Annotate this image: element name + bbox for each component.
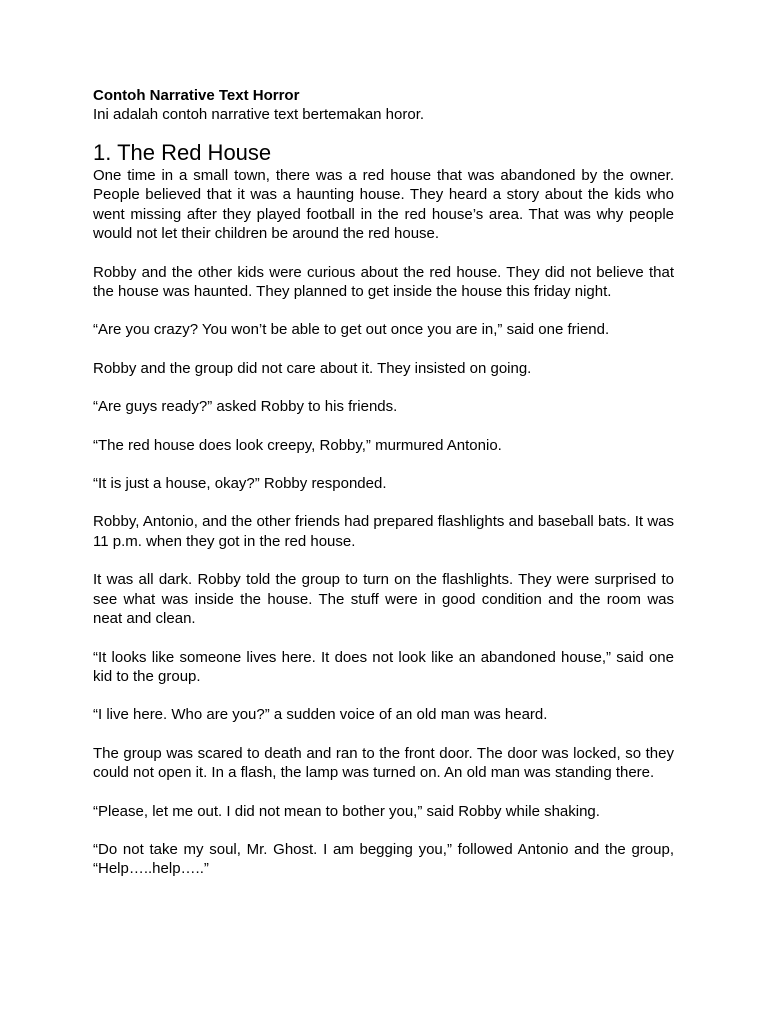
document-page bbox=[93, 86, 674, 898]
story-body bbox=[93, 166, 674, 879]
story-paragraph: “The red house does look creepy, Robby,” murmured Antonio. bbox=[93, 436, 502, 454]
story-paragraph: Robby, Antonio, and the other friends had prepared flashlights and baseball bats. It was 11 p.m. when they got in the red house. bbox=[93, 513, 674, 550]
story-paragraph: It was all dark. Robby told the group to turn on the flashlights. They were surprised to see what was inside the house. The stuff were in good condition and the room was neat and clean. bbox=[93, 571, 674, 628]
story-paragraph: “I live here. Who are you?” a sudden voice of an old man was heard. bbox=[93, 706, 548, 724]
story-paragraph: Robby and the group did not care about it. They insisted on going. bbox=[93, 359, 532, 377]
story-paragraph: “Are you crazy? You won’t be able to get out once you are in,” said one friend. bbox=[93, 321, 610, 339]
story-paragraph: “It looks like someone lives here. It does not look like an abandoned house,” said one kid to the group. bbox=[93, 648, 674, 685]
document-subtitle: Ini adalah contoh narrative text bertemakan horor. bbox=[93, 106, 425, 123]
story-paragraph: One time in a small town, there was a red house that was abandoned by the owner. People believed that it was a haunting house. They heard a story about the kids who went missing after they played football in the red house’s area. That was why people would not let their children be around the red house. bbox=[93, 167, 674, 243]
document-title: Contoh Narrative Text Horror bbox=[93, 87, 300, 104]
story-paragraph: “Do not take my soul, Mr. Ghost. I am begging you,” followed Antonio and the group, “Help…..help…..” bbox=[93, 840, 674, 878]
story-paragraph: “Are guys ready?” asked Robby to his friends. bbox=[93, 398, 398, 416]
story-paragraph: Robby and the other kids were curious about the red house. They did not believe that the house was haunted. They planned to get inside the house this friday night. bbox=[93, 263, 674, 301]
story-paragraph: “Please, let me out. I did not mean to bother you,” said Robby while shaking. bbox=[93, 802, 600, 820]
story-heading: 1. The Red House bbox=[93, 140, 272, 165]
story-paragraph: “It is just a house, okay?” Robby responded. bbox=[93, 475, 387, 493]
story-paragraph: The group was scared to death and ran to the front door. The door was locked, so they could not open it. In a flash, the lamp was turned on. An old man was standing there. bbox=[93, 744, 674, 782]
